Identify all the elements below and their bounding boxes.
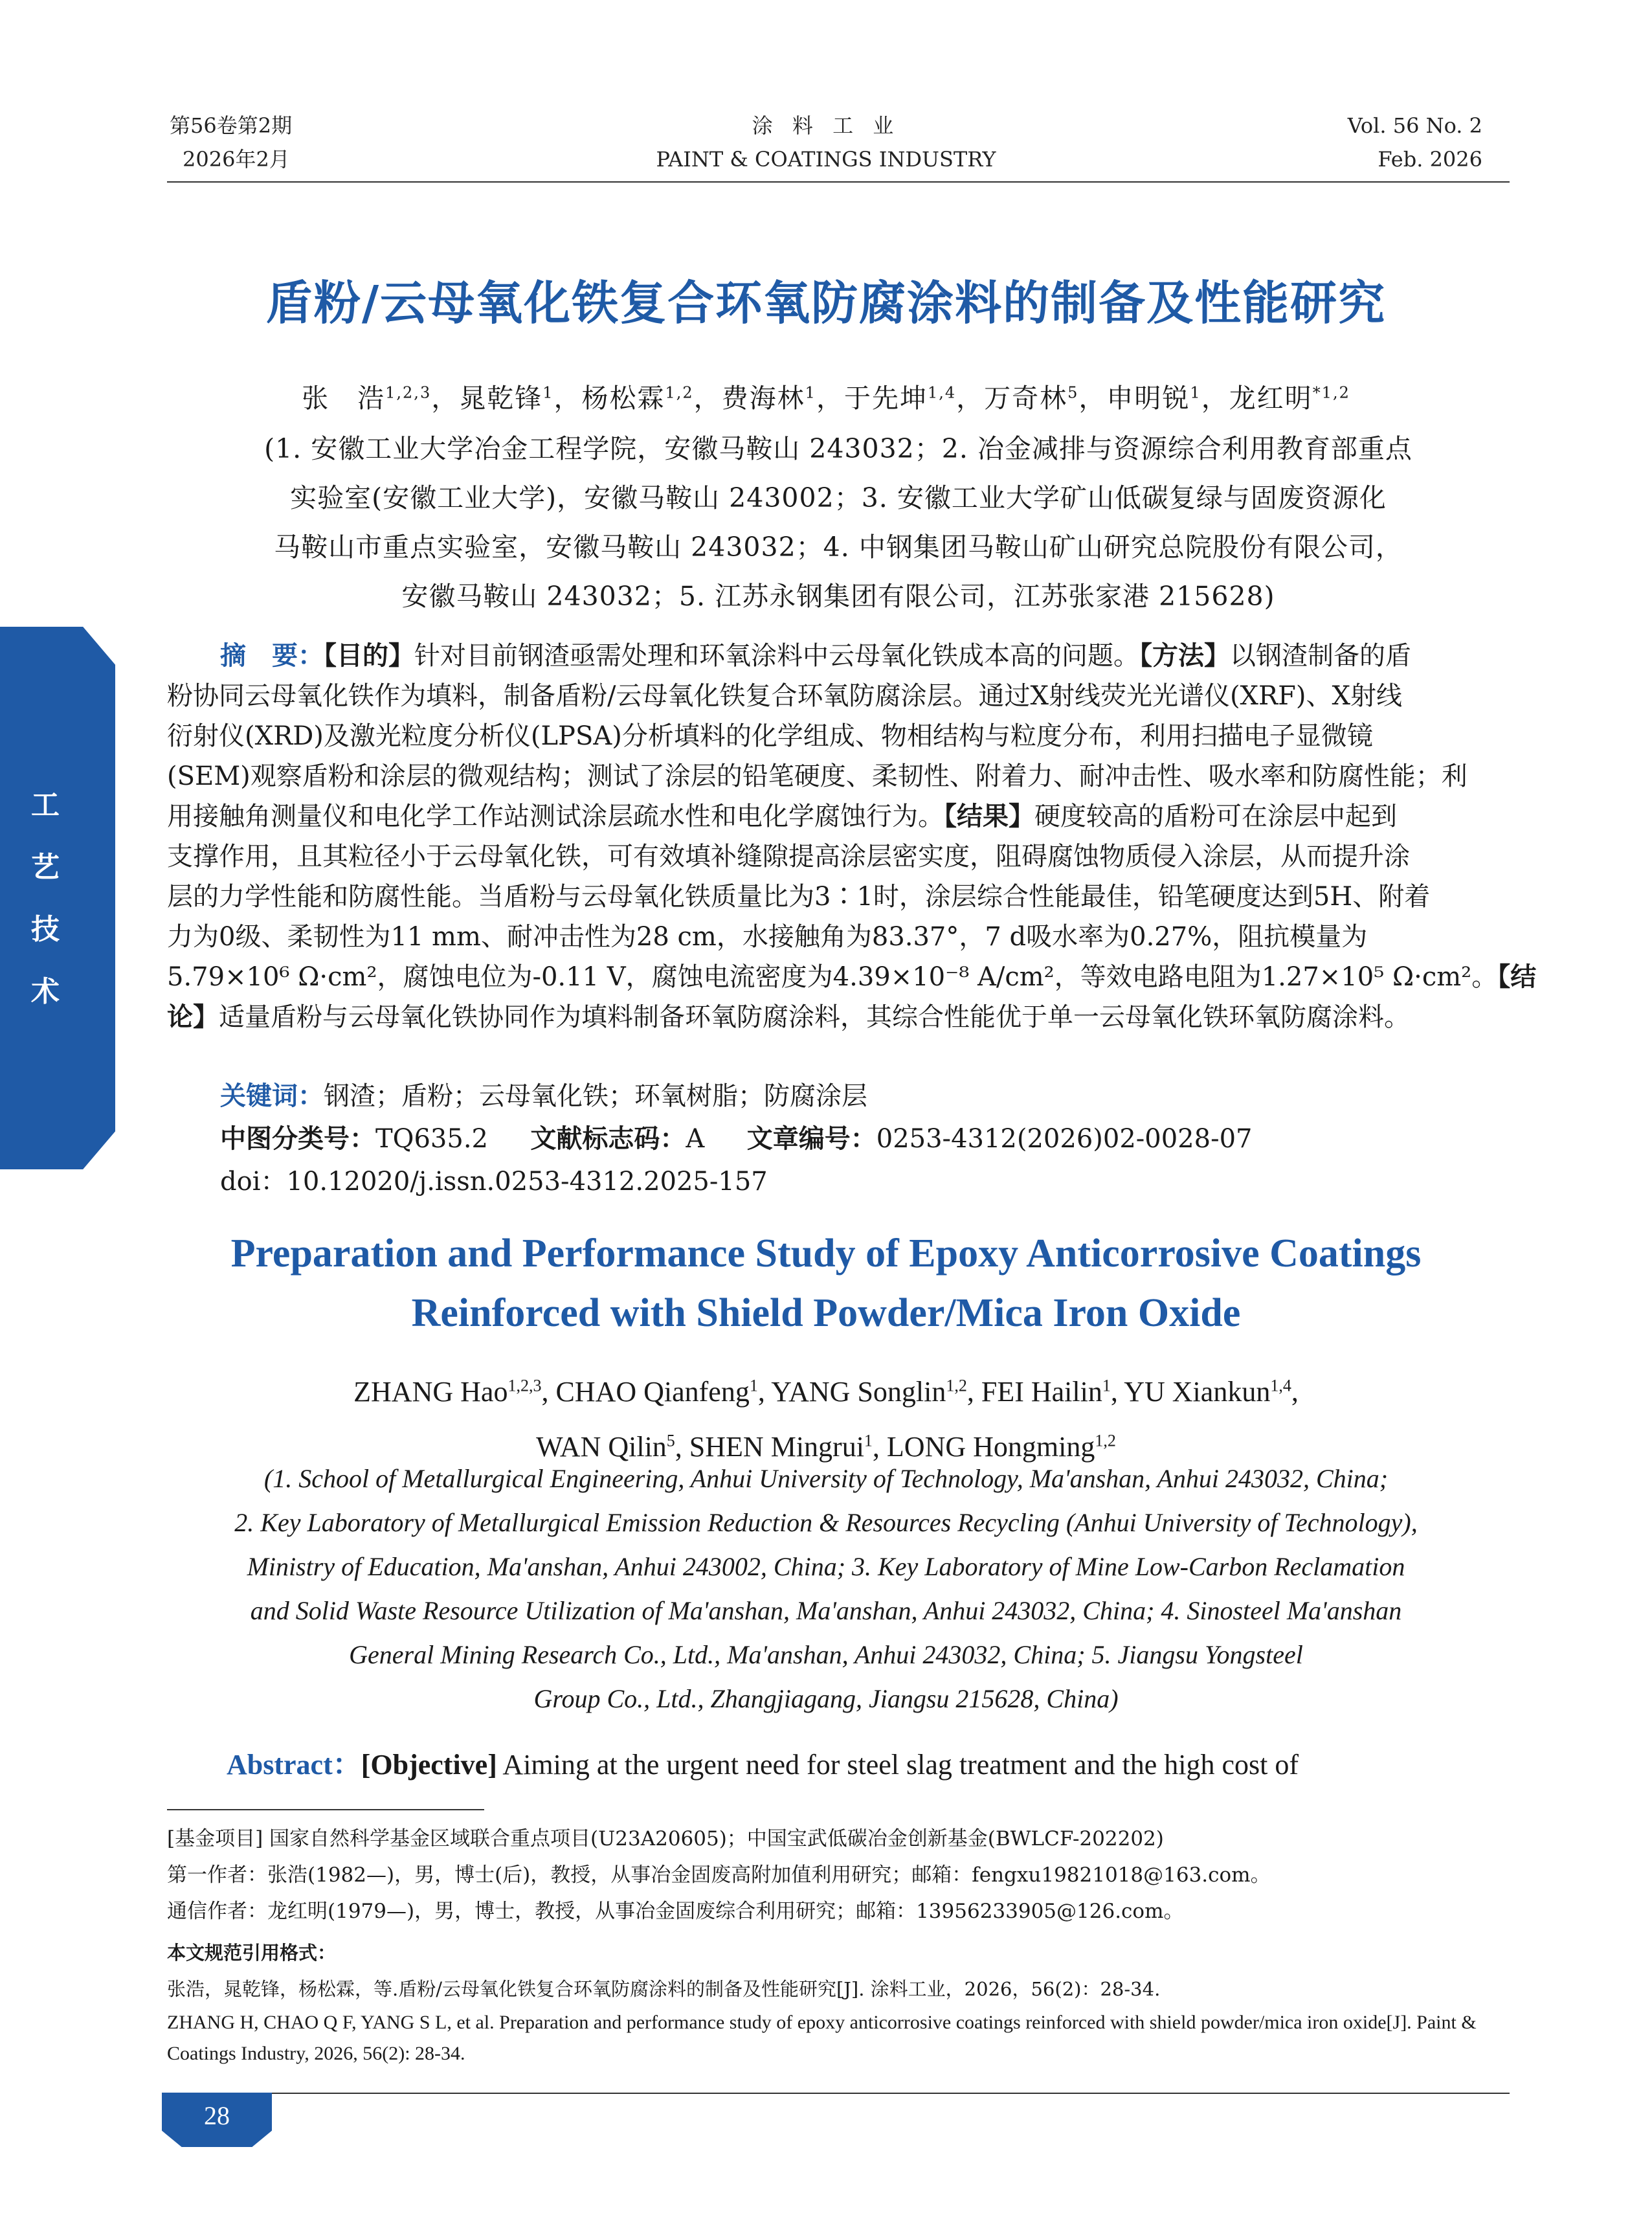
affiliation-line: 2. Key Laboratory of Metallurgical Emission Reduction & Resources Recycling (Anhui University of Technology),	[234, 1508, 1418, 1537]
affiliation-line: (1. School of Metallurgical Engineering, Anhui University of Technology, Ma'anshan, Anhui 243032, China;	[263, 1464, 1389, 1493]
header-volume-en: Vol. 56 No. 2	[1347, 113, 1482, 138]
affiliation-line: 马鞍山市重点实验室，安徽马鞍山 243032；4. 中钢集团马鞍山矿山研究总院股份有限公司，	[274, 532, 1403, 563]
section-side-label: 工 艺 技 术	[31, 789, 60, 1008]
author-cn: 费海林$^1$	[721, 383, 816, 414]
author-en: FEI Hailin$^1$	[981, 1375, 1111, 1408]
author-cn: 申明锐$^1$	[1106, 383, 1201, 414]
keywords-block	[220, 1075, 1253, 1203]
author-list-en: ZHANG Hao$^{1,2,3}$, CHAO Qianfeng$^1$, YANG Songlin$^{1,2}$, FEI Hailin$^1$, YU Xiankun$^{1,4}$, WAN Qilin$^5$, SHEN Mingrui$^1$, LONG Hongming$^{1,2}$	[353, 1375, 1299, 1463]
classification-line: 中图分类号：TQ635.2 文献标志码：A 文章编号：0253-4312(2026)02-0028-07	[220, 1124, 1253, 1154]
journal-name-en: PAINT & COATINGS INDUSTRY	[656, 147, 996, 172]
citation-label: 本文规范引用格式：	[167, 1942, 337, 1964]
corresponding-author-note: 通信作者：龙红明(1979—)，男，博士，教授，从事冶金固废综合利用研究；邮箱：13956233905@126.com。	[167, 1900, 1184, 1923]
page-number: 28	[204, 2101, 230, 2130]
footer-divider	[167, 2093, 1510, 2094]
citation-en: ZHANG H, CHAO Q F, YANG S L, et al. Preparation and performance study of epoxy anticorrosive coatings reinforced with shield powder/mica iron oxide[J]. Paint & Coatings Industry, 2026, 56(2): 28-34.	[167, 2012, 1477, 2064]
author-cn: 万奇林$^5$	[984, 383, 1079, 414]
author-list-cn: 张 浩$^{1,2,3}$，晁乾锋$^1$，杨松霖$^{1,2}$，费海林$^1$，于先坤$^{1,4}$，万奇林$^5$，申明锐$^1$，龙红明$^{*1,2}$	[302, 383, 1350, 414]
keywords-cn: 关键词：钢渣；盾粉；云母氧化铁；环氧树脂；防腐涂层	[220, 1081, 867, 1111]
affiliation-line: Group Co., Ltd., Zhangjiagang, Jiangsu 215628, China)	[533, 1684, 1119, 1713]
affiliations-en	[0, 1457, 1652, 1721]
author-en: ZHANG Hao$^{1,2,3}$	[353, 1375, 542, 1408]
author-cn: 龙红明$^{*1,2}$	[1229, 383, 1350, 414]
affiliation-line: and Solid Waste Resource Utilization of Ma'anshan, Ma'anshan, Anhui 243032, China; 4. Sinosteel Ma'anshan	[250, 1596, 1402, 1625]
first-author-note: 第一作者：张浩(1982—)，男，博士(后)，教授，从事冶金固废高附加值利用研究；邮箱：fengxu19821018@163.com。	[167, 1863, 1271, 1887]
header-volume-cn: 第56卷第2期	[170, 113, 293, 138]
abstract-label-cn: 摘 要：	[220, 641, 324, 671]
author-en: LONG Hongming$^{1,2}$	[886, 1431, 1116, 1463]
author-en: YU Xiankun$^{1,4}$	[1124, 1375, 1291, 1408]
header-date-en: Feb. 2026	[1378, 147, 1482, 172]
journal-name-cn: 涂 料 工 业	[752, 113, 900, 138]
affiliations-cn	[167, 424, 1510, 621]
affiliation-line: General Mining Research Co., Ltd., Ma'anshan, Anhui 243032, China; 5. Jiangsu Yongsteel	[349, 1640, 1303, 1669]
footnotes	[167, 1821, 1510, 2069]
paper-title-en: Preparation and Performance Study of Epoxy Anticorrosive Coatings Reinforced with Shield Powder/Mica Iron Oxide	[230, 1231, 1422, 1335]
header-issue-en	[1348, 109, 1482, 176]
affiliation-line: (1. 安徽工业大学冶金工程学院，安徽马鞍山 243032；2. 冶金减排与资源综合利用教育部重点	[264, 433, 1412, 464]
author-en: WAN Qilin$^5$	[536, 1431, 675, 1463]
abstract-label-en: Abstract：	[227, 1749, 361, 1781]
abstract-cn: 摘 要：【目的】针对目前钢渣亟需处理和环氧涂料中云母氧化铁成本高的问题。【方法】以钢渣制备的盾 粉协同云母氧化铁作为填料，制备盾粉/云母氧化铁复合环氧防腐涂层。通过X射线荧光光谱仪(XRF)、X射线 衍射仪(XRD)及激光粒度分析仪(LPSA)分析填料的化学组成、物相结构与粒度分布，利用扫描电子显微镜 (SEM)观察盾粉和涂层的微观结构；测试了涂层的铅笔硬度、柔韧性、附着力、耐冲击性、吸水率和防腐性能；利 用接触角测量仪和电化学工作站测试涂层疏水性和电化学腐蚀行为。【结果】硬度较高的盾粉可在涂层中起到 支撑作用，且其粒径小于云母氧化铁，可有效填补缝隙提高涂层密实度，阻碍腐蚀物质侵入涂层，从而提升涂 层的力学性能和防腐性能。当盾粉与云母氧化铁质量比为3∶1时，涂层综合性能最佳，铅笔硬度达到5H、附着 力为0级、柔韧性为11 mm、耐冲击性为28 cm，水接触角为83.37°，7 d吸水率为0.27%，阻抗模量为 5.79×10⁶ Ω·cm²，腐蚀电位为-0.11 V，腐蚀电流密度为4.39×10⁻⁸ A/cm²，等效电路电阻为1.27×10⁵ Ω·cm²。【结 论】适量盾粉与云母氧化铁协同作为填料制备环氧防腐涂料，其综合性能优于单一云母氧化铁环氧防腐涂料。	[167, 641, 1537, 1032]
author-cn: 于先坤$^{1,4}$	[843, 383, 957, 414]
author-cn: 杨松霖$^{1,2}$	[581, 383, 694, 414]
author-en: SHEN Mingrui$^1$	[689, 1431, 873, 1463]
author-cn: 张 浩$^{1,2,3}$	[302, 383, 432, 414]
abstract-en: Abstract：[Objective] Aiming at the urgent need for steel slag treatment and the high cost of	[227, 1749, 1299, 1781]
paper-title-cn: 盾粉/云母氧化铁复合环氧防腐涂料的制备及性能研究	[265, 276, 1387, 330]
citation-cn: 张浩，晁乾锋，杨松霖，等.盾粉/云母氧化铁复合环氧防腐涂料的制备及性能研究[J]. 涂料工业，2026，56(2)：28-34.	[167, 1978, 1161, 2000]
header-divider	[167, 181, 1510, 183]
affiliation-line: 安徽马鞍山 243032；5. 江苏永钢集团有限公司，江苏张家港 215628)	[401, 581, 1275, 612]
doi-line: doi：10.12020/j.issn.0253-4312.2025-157	[220, 1167, 768, 1197]
affiliation-line: 实验室(安徽工业大学)，安徽马鞍山 243002；3. 安徽工业大学矿山低碳复绿与固废资源化	[290, 482, 1387, 513]
author-en: YANG Songlin$^{1,2}$	[771, 1375, 967, 1408]
funding-note: [基金项目] 国家自然科学基金区域联合重点项目(U23A20605)；中国宝武低碳冶金创新基金(BWLCF-202202)	[167, 1827, 1164, 1850]
footnote-divider	[167, 1809, 484, 1810]
author-en: CHAO Qianfeng$^1$	[555, 1375, 758, 1408]
header-date-cn: 2026年2月	[183, 147, 290, 172]
author-cn: 晁乾锋$^1$	[459, 383, 554, 414]
affiliation-line: Ministry of Education, Ma'anshan, Anhui 243002, China; 3. Key Laboratory of Mine Low-Carbon Reclamation	[247, 1552, 1405, 1581]
